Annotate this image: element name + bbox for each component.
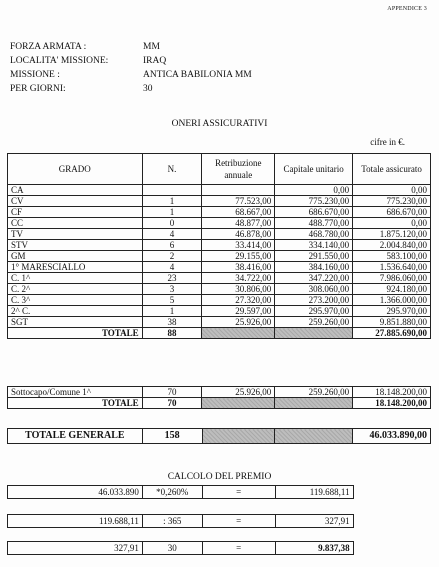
row-cap: 775.230,00 bbox=[275, 196, 353, 207]
table-row bbox=[8, 273, 431, 284]
calc-row-1 bbox=[7, 485, 431, 499]
totale-n: 88 bbox=[142, 328, 202, 339]
row-cap: 291.550,00 bbox=[275, 251, 353, 262]
row-cap: 0,00 bbox=[275, 185, 353, 196]
table-row bbox=[8, 240, 431, 251]
row-retr: 68.667,00 bbox=[202, 207, 275, 218]
row-n: 0 bbox=[142, 218, 202, 229]
calc-result-final: 9.837,38 bbox=[275, 542, 353, 555]
row-retr: 25.926,00 bbox=[202, 317, 275, 328]
calc-operand: 46.033.890 bbox=[8, 486, 143, 499]
row-grado: CV bbox=[8, 196, 143, 207]
row-totale: 18.148.200,00 bbox=[353, 387, 431, 398]
table-row bbox=[8, 185, 431, 196]
empty-cell bbox=[353, 542, 431, 555]
table-row bbox=[8, 229, 431, 240]
row-grado: Sottocapo/Comune 1^ bbox=[8, 387, 143, 398]
row-tot: 295.970,00 bbox=[353, 306, 431, 317]
row-cap: 347.220,00 bbox=[275, 273, 353, 284]
info-value: ANTICA BABILONIA MM bbox=[143, 70, 252, 80]
row-n: 3 bbox=[142, 284, 202, 295]
empty-cell bbox=[353, 515, 431, 528]
info-row-localita bbox=[10, 56, 166, 66]
row-grado: 2^ C. bbox=[8, 306, 143, 317]
table-row bbox=[8, 207, 431, 218]
row-grado: CC bbox=[8, 218, 143, 229]
row-tot: 686.670,00 bbox=[353, 207, 431, 218]
shaded-cell bbox=[202, 429, 275, 444]
info-value: 30 bbox=[143, 84, 153, 94]
row-n: 23 bbox=[142, 273, 202, 284]
table-row bbox=[8, 387, 431, 398]
row-n: 1 bbox=[142, 196, 202, 207]
header-n: N. bbox=[142, 154, 202, 185]
totale-row bbox=[8, 398, 431, 409]
row-tot: 0,00 bbox=[353, 185, 431, 196]
totale-amount: 27.885.690,00 bbox=[353, 328, 431, 339]
row-capitale: 259.260,00 bbox=[275, 387, 353, 398]
totale-label: TOTALE bbox=[8, 328, 143, 339]
shaded-cell bbox=[275, 328, 353, 339]
row-n bbox=[142, 185, 202, 196]
row-tot: 1.536.640,00 bbox=[353, 262, 431, 273]
row-retr: 48.877,00 bbox=[202, 218, 275, 229]
row-grado: GM bbox=[8, 251, 143, 262]
shaded-cell bbox=[202, 328, 275, 339]
table-row bbox=[8, 218, 431, 229]
info-label: MISSIONE : bbox=[10, 70, 60, 80]
calc-row-3 bbox=[7, 541, 431, 555]
table-row bbox=[8, 306, 431, 317]
row-retr: 33.414,00 bbox=[202, 240, 275, 251]
totale-generale-row bbox=[8, 429, 431, 444]
table-row bbox=[8, 196, 431, 207]
table-body bbox=[8, 185, 431, 328]
row-tot: 7.986.060,00 bbox=[353, 273, 431, 284]
totale-generale-amount: 46.033.890,00 bbox=[353, 429, 431, 444]
row-grado: STV bbox=[8, 240, 143, 251]
empty-cell bbox=[353, 486, 431, 499]
row-cap: 334.140,00 bbox=[275, 240, 353, 251]
table-row bbox=[8, 295, 431, 306]
row-n: 1 bbox=[142, 207, 202, 218]
info-row-giorni bbox=[10, 84, 153, 94]
row-cap: 686.670,00 bbox=[275, 207, 353, 218]
row-n: 2 bbox=[142, 251, 202, 262]
row-grado: C. 3^ bbox=[8, 295, 143, 306]
info-label: LOCALITA' MISSIONE: bbox=[10, 56, 109, 66]
row-cap: 308.060,00 bbox=[275, 284, 353, 295]
row-retr: 27.320,00 bbox=[202, 295, 275, 306]
row-retr: 38.416,00 bbox=[202, 262, 275, 273]
row-retr: 46.878,00 bbox=[202, 229, 275, 240]
calc-operator: 30 bbox=[142, 542, 202, 555]
row-tot: 924.180,00 bbox=[353, 284, 431, 295]
calc-result: 119.688,11 bbox=[275, 486, 353, 499]
row-n: 38 bbox=[142, 317, 202, 328]
row-n: 4 bbox=[142, 229, 202, 240]
calc-operand: 119.688,11 bbox=[8, 515, 143, 528]
table-row bbox=[8, 317, 431, 328]
section-title-oneri: ONERI ASSICURATIVI bbox=[171, 119, 268, 129]
shaded-cell bbox=[202, 398, 275, 409]
row-tot: 775.230,00 bbox=[353, 196, 431, 207]
row-retr: 30.806,00 bbox=[202, 284, 275, 295]
row-cap: 259.260,00 bbox=[275, 317, 353, 328]
header-retribuzione: Retribuzione annuale bbox=[202, 154, 275, 185]
info-row-missione bbox=[10, 70, 252, 80]
info-value: MM bbox=[143, 42, 160, 52]
row-retr bbox=[202, 185, 275, 196]
table-row bbox=[8, 251, 431, 262]
row-n: 1 bbox=[142, 306, 202, 317]
calc-result: 327,91 bbox=[275, 515, 353, 528]
row-tot: 1.875.120,00 bbox=[353, 229, 431, 240]
calc-equals: = bbox=[202, 542, 275, 555]
row-n: 5 bbox=[142, 295, 202, 306]
info-label: PER GIORNI: bbox=[10, 84, 66, 94]
table-row bbox=[8, 262, 431, 273]
sottocapo-table bbox=[7, 386, 431, 409]
row-cap: 273.200,00 bbox=[275, 295, 353, 306]
section-title-calcolo: CALCOLO DEL PREMIO bbox=[167, 472, 272, 482]
header-totale: Totale assicurato bbox=[353, 154, 431, 185]
row-grado: CA bbox=[8, 185, 143, 196]
row-n: 6 bbox=[142, 240, 202, 251]
totale-label: TOTALE bbox=[8, 398, 143, 409]
row-tot: 2.004.840,00 bbox=[353, 240, 431, 251]
row-retribuzione: 25.926,00 bbox=[202, 387, 275, 398]
row-n: 70 bbox=[142, 387, 202, 398]
totale-generale-n: 158 bbox=[142, 429, 202, 444]
calc-row-2 bbox=[7, 514, 431, 528]
row-cap: 384.160,00 bbox=[275, 262, 353, 273]
row-retr: 77.523,00 bbox=[202, 196, 275, 207]
row-grado: C. 2^ bbox=[8, 284, 143, 295]
row-grado: SGT bbox=[8, 317, 143, 328]
calc-operator: : 365 bbox=[142, 515, 202, 528]
insurance-table bbox=[7, 153, 431, 339]
calc-operand: 327,91 bbox=[8, 542, 143, 555]
row-n: 4 bbox=[142, 262, 202, 273]
row-tot: 9.851.880,00 bbox=[353, 317, 431, 328]
row-retr: 29.597,00 bbox=[202, 306, 275, 317]
row-cap: 468.780,00 bbox=[275, 229, 353, 240]
calc-operator: *0,260% bbox=[142, 486, 202, 499]
row-retr: 34.722,00 bbox=[202, 273, 275, 284]
calc-equals: = bbox=[202, 515, 275, 528]
table-header-row bbox=[8, 154, 431, 185]
currency-note: cifre in €. bbox=[370, 137, 405, 147]
row-tot: 1.366.000,00 bbox=[353, 295, 431, 306]
row-tot: 583.100,00 bbox=[353, 251, 431, 262]
row-grado: TV bbox=[8, 229, 143, 240]
totale-row bbox=[8, 328, 431, 339]
totale-amount: 18.148.200,00 bbox=[353, 398, 431, 409]
row-grado: C. 1^ bbox=[8, 273, 143, 284]
totale-n: 70 bbox=[142, 398, 202, 409]
row-tot: 0,00 bbox=[353, 218, 431, 229]
info-label: FORZA ARMATA : bbox=[10, 42, 87, 52]
header-capitale: Capitale unitario bbox=[275, 154, 353, 185]
info-row-forza-armata bbox=[10, 42, 160, 52]
shaded-cell bbox=[275, 398, 353, 409]
row-cap: 295.970,00 bbox=[275, 306, 353, 317]
row-retr: 29.155,00 bbox=[202, 251, 275, 262]
header-grado: GRADO bbox=[8, 154, 143, 185]
totale-generale-label: TOTALE GENERALE bbox=[8, 429, 143, 444]
row-grado: 1° MARESCIALLO bbox=[8, 262, 143, 273]
totale-generale-table bbox=[7, 428, 431, 444]
shaded-cell bbox=[275, 429, 353, 444]
table-row bbox=[8, 284, 431, 295]
info-value: IRAQ bbox=[143, 56, 167, 66]
row-grado: CF bbox=[8, 207, 143, 218]
row-cap: 488.770,00 bbox=[275, 218, 353, 229]
calc-equals: = bbox=[202, 486, 275, 499]
appendix-label: APPENDICE 3 bbox=[387, 6, 427, 12]
